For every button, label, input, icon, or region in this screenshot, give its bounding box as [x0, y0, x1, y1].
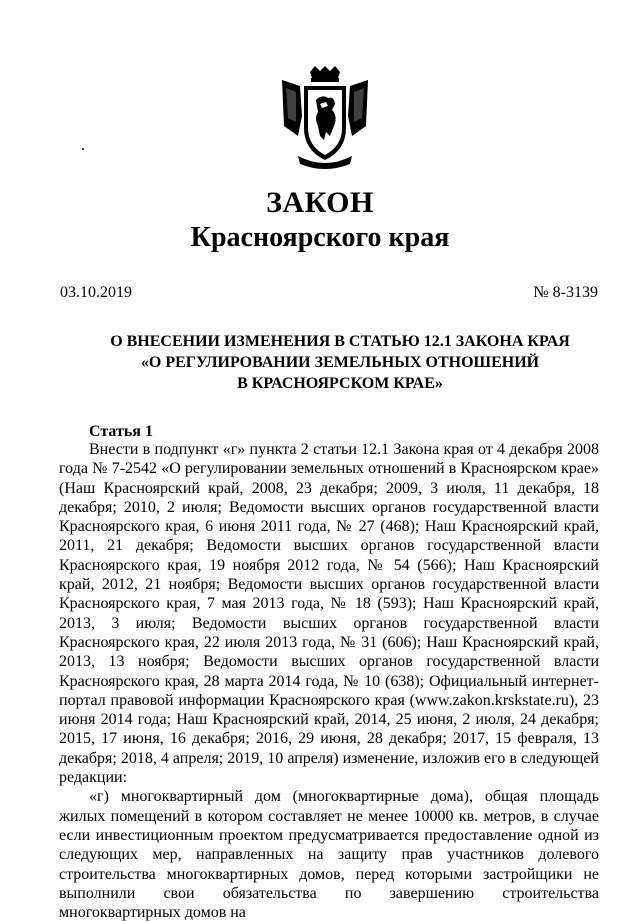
article-title: Статья 1	[89, 423, 153, 440]
document-title: ЗАКОН	[266, 186, 374, 219]
law-heading	[80, 331, 600, 394]
document-number: № 8-3139	[533, 284, 598, 301]
body-paragraph: Внести в подпункт «г» пункта 2 статьи 12.1 Закона края от 4 декабря 2008 года № 7-2542 «О регулировании земельных отношений в Красноярском крае» (Наш Красноярский край, 2008, 23 декабря; 2009, 3 июля, 11 декабря, 18 декабря; 2010, 2 июля; Ведомости высших органов государственной власти Красноярского края, 6 июня 2011 года, № 27 (468); Наш Красноярский край, 2011, 21 декабря; Ведомости высших органов государственной власти Красноярского края, 19 ноября 2012 года, № 54 (566); Наш Красноярский край, 2012, 21 ноября; Ведомости высших органов государственной власти Красноярского края, 7 мая 2013 года, № 18 (593); Наш Красноярский край, 2013, 3 июля; Ведомости высших органов государственной власти Красноярского края, 22 июля 2013 года, № 31 (606); Наш Красноярский край, 2013, 13 ноября; Ведомости высших органов государственной власти Красноярского края, 28 марта 2014 года, № 10 (638); Официальный интернет-портал правовой информации Красноярского края (www.zakon.krskstate.ru), 23 июня 2014 года; Наш Красноярский край, 2014, 25 июня, 2 июля, 24 декабря; 2015, 17 июня, 16 декабря; 2016, 29 июня, 28 декабря; 2017, 15 февраля, 13 декабря; 2018, 4 апреля; 2019, 10 апреля) изменение, изложив его в следующей редакции:	[59, 441, 599, 787]
body-paragraph: «г) многоквартирный дом (многоквартирные дома), общая площадь жилых помещений в котором составляет не менее 10000 кв. метров, в случае если инвестиционным проектом предусматривается предоставление одной из следующих мер, направленных на защиту прав участников долевого строительства многоквартирных домов, перед которыми застройщики не выполнили свои обязательства по завершению строительства многоквартирных домов на	[59, 788, 599, 922]
scan-speck	[82, 148, 84, 150]
document-subtitle: Красноярского края	[190, 222, 450, 253]
article-body	[59, 440, 599, 922]
coat-of-arms-icon	[280, 66, 370, 170]
law-heading-line: «О РЕГУЛИРОВАНИИ ЗЕМЕЛЬНЫХ ОТНОШЕНИЙ	[140, 354, 540, 371]
law-heading-line: О ВНЕСЕНИИ ИЗМЕНЕНИЯ В СТАТЬЮ 12.1 ЗАКОНА КРАЯ	[110, 333, 570, 350]
law-heading-line: В КРАСНОЯРСКОМ КРАЕ»	[237, 375, 443, 392]
document-date: 03.10.2019	[60, 284, 132, 301]
